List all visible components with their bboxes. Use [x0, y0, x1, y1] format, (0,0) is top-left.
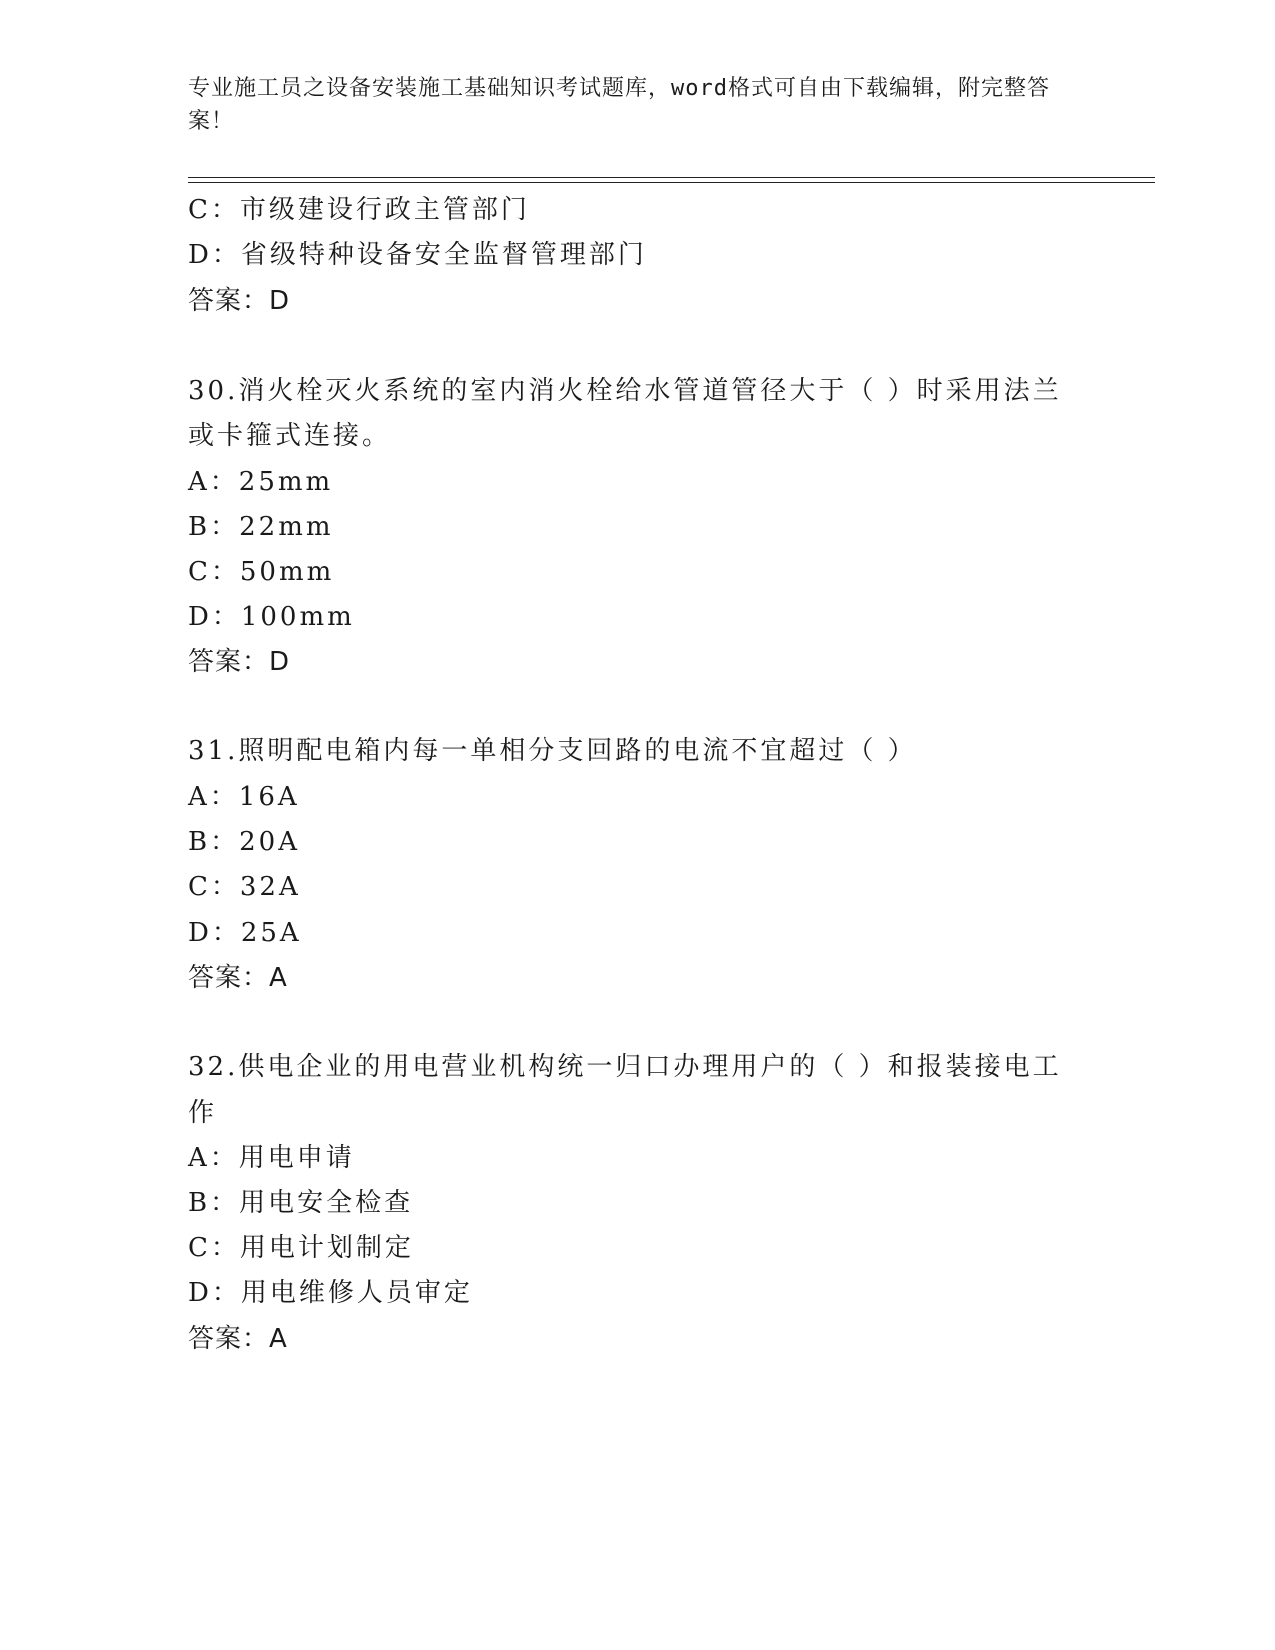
option-d: D：用电维修人员审定 [188, 1278, 473, 1308]
option-c: C：32A [188, 872, 301, 902]
option-a: A：25mm [188, 467, 334, 497]
answer-line: 答案：A [188, 963, 288, 993]
option-c: C：市级建设行政主管部门 [188, 195, 530, 225]
question-30-text: 30.消火栓灭火系统的室内消火栓给水管道管径大于（ ）时采用法兰 [188, 376, 1062, 406]
option-a: A：用电申请 [188, 1143, 355, 1173]
option-a: A：16A [188, 782, 300, 812]
document-header: 专业施工员之设备安装施工基础知识考试题库，word格式可自由下载编辑，附完整答案！ [188, 76, 1050, 134]
option-d: D：25A [188, 918, 302, 948]
answer-line: 答案：D [188, 286, 291, 316]
option-d: D：100mm [188, 602, 355, 632]
option-b: B：20A [188, 827, 300, 857]
question-31-text: 31.照明配电箱内每一单相分支回路的电流不宜超过（ ） [188, 736, 917, 766]
option-b: B：用电安全检查 [188, 1188, 414, 1218]
question-32-text-cont: 作 [188, 1098, 218, 1128]
header-rule-bottom [188, 182, 1155, 183]
option-d: D：省级特种设备安全监督管理部门 [188, 240, 647, 270]
option-c: C：50mm [188, 557, 335, 587]
option-b: B：22mm [188, 512, 334, 542]
header-rule-top [188, 177, 1155, 178]
answer-line: 答案：D [188, 647, 291, 677]
question-32-text: 32.供电企业的用电营业机构统一归口办理用户的（ ）和报装接电工 [188, 1052, 1062, 1082]
question-30-text-cont: 或卡箍式连接。 [188, 421, 392, 451]
option-c: C：用电计划制定 [188, 1233, 414, 1263]
answer-line: 答案：A [188, 1324, 288, 1354]
